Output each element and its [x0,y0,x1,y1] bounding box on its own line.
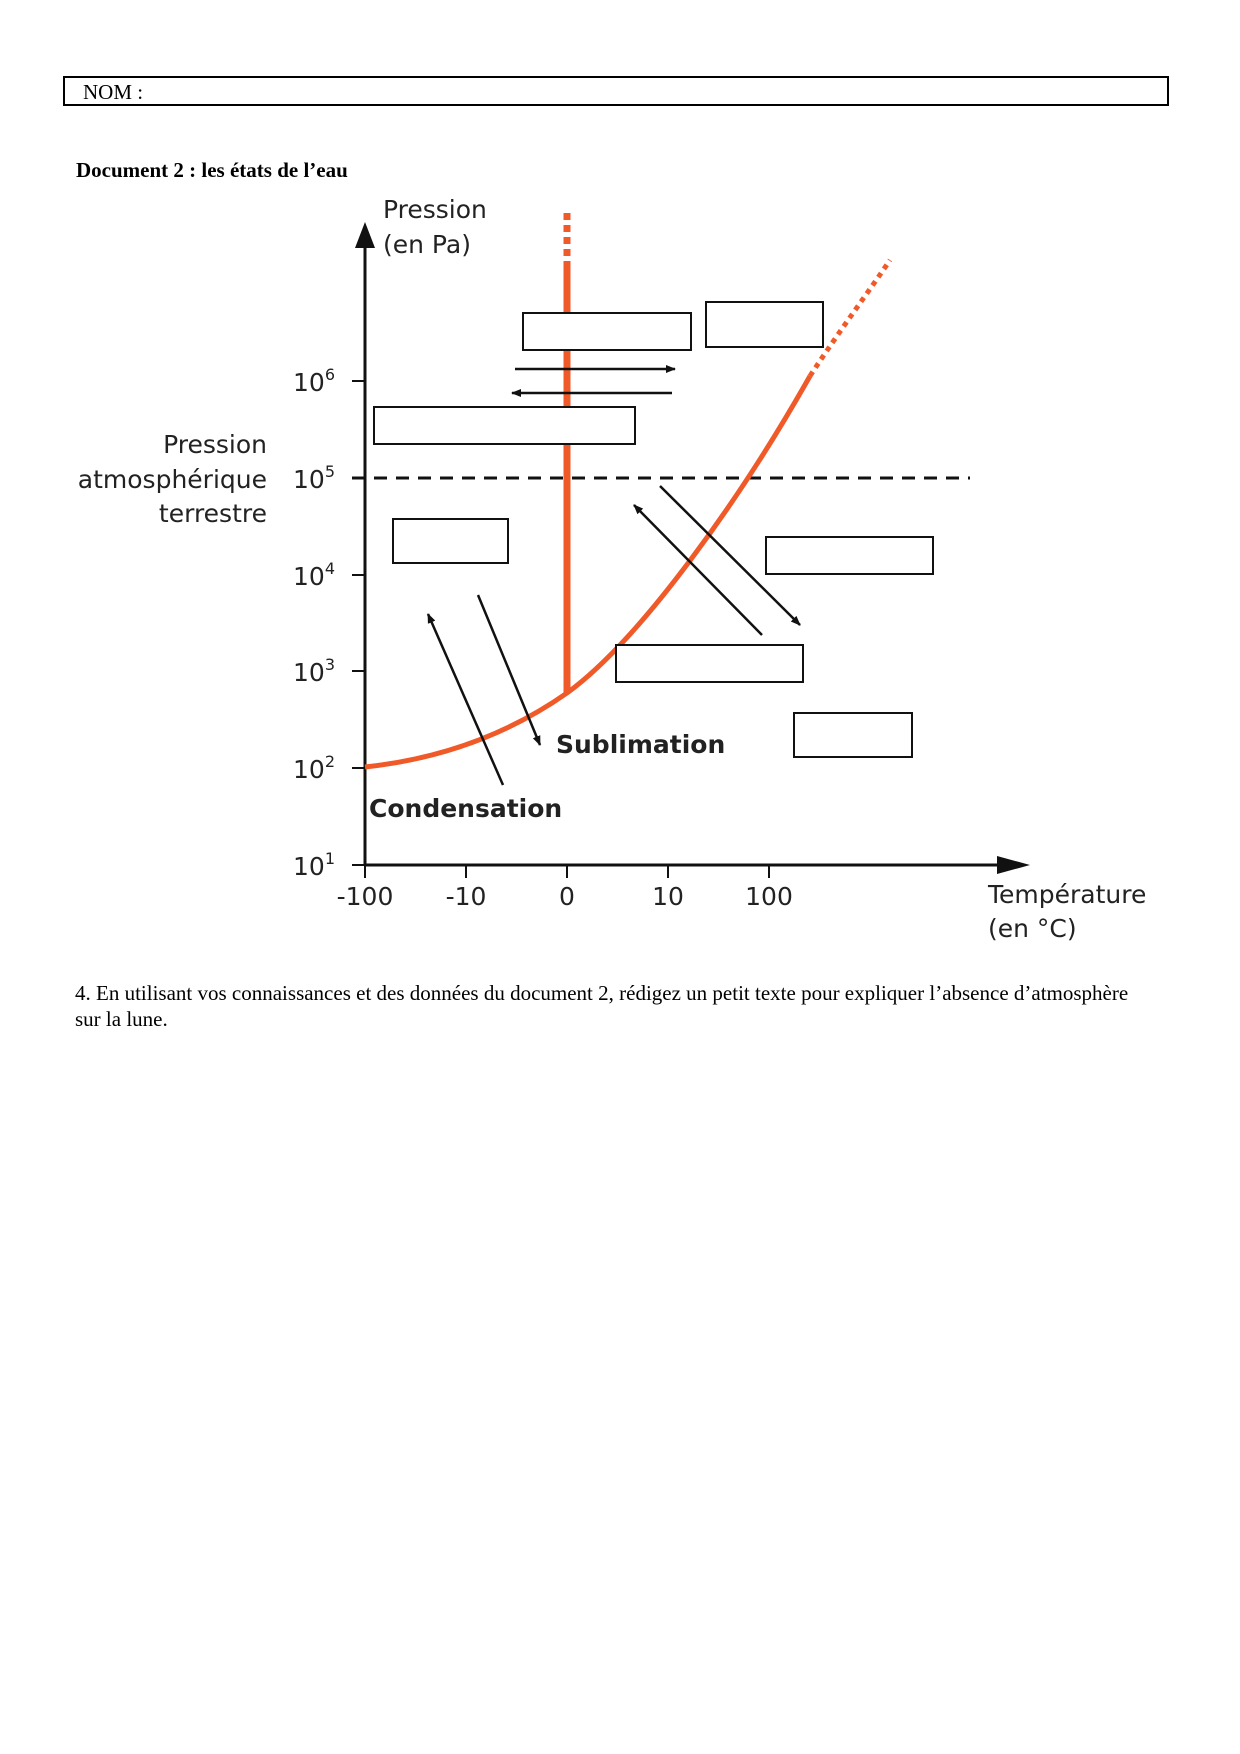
x-tick-label: -100 [336,882,394,911]
x-axis-title-line2: (en °C) [988,914,1077,943]
y-tick-label: $10^5$ [293,462,335,494]
answer-box[interactable] [374,407,635,444]
answer-box[interactable] [616,645,803,682]
atm-pressure-label-line2: atmosphérique [77,465,267,494]
atm-pressure-label-line3: terrestre [158,499,267,528]
answer-box[interactable] [706,302,823,347]
answer-box[interactable] [393,519,508,563]
y-tick-label: $10^3$ [293,655,335,687]
x-tick-label: 100 [745,882,793,911]
sublimation-label: Sublimation [556,730,726,759]
x-tick-label: -10 [445,882,487,911]
name-label: NOM : [83,80,144,104]
y-tick-label: $10^2$ [293,752,335,784]
y-tick-label: $10^6$ [293,365,335,397]
x-axis-title-line1: Température [988,880,1147,909]
y-axis-title-line1: Pression [383,195,487,224]
question-text: 4. En utilisant vos connaissances et des données du document 2, rédigez un petit texte pour expliquer l’absence d’atmosphère sur la lune. [75,981,1129,1031]
document-title: Document 2 : les états de l’eau [76,158,348,182]
answer-box[interactable] [523,313,691,350]
condensation-label: Condensation [369,794,563,823]
y-tick-label: $10^4$ [293,559,335,591]
sublimation-arrow [478,595,540,745]
atm-pressure-label-line1: Pression [163,430,267,459]
x-tick-label: 0 [559,882,575,911]
answer-box[interactable] [766,537,933,574]
y-axis-arrow [355,222,375,248]
x-axis-arrow [997,856,1030,874]
x-tick-label: 10 [652,882,684,911]
y-axis-title-line2: (en Pa) [383,230,471,259]
y-tick-label: $10^1$ [293,849,335,881]
condensation-arrow [428,614,503,785]
answer-box[interactable] [794,713,912,757]
